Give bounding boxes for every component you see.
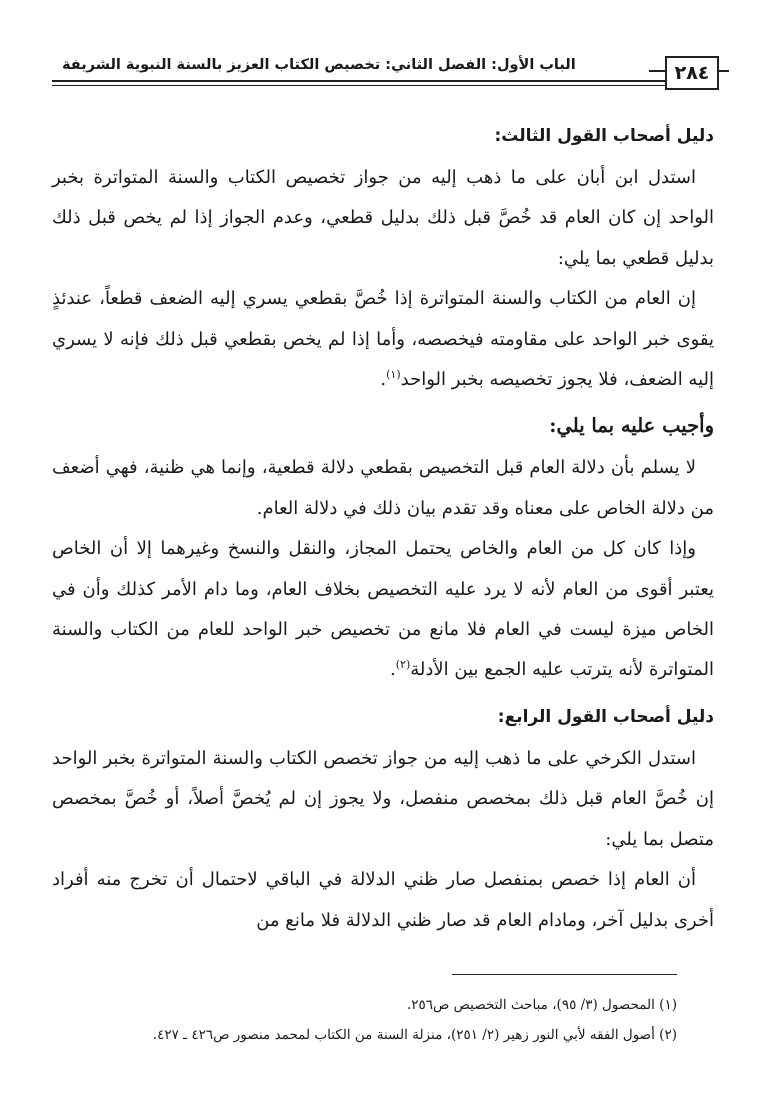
- page-body: [52, 120, 714, 941]
- section4-paragraph-1: استدل الكرخي على ما ذهب إليه من جواز تخصص الكتاب والسنة المتواترة بخبر الواحد إن خُصَّ العام قبل ذلك بمخصص منفصل، ولا يجوز إن لم يُخصَّ أصلاً، أو خُصَّ بمخصص متصل بما يلي:: [52, 747, 714, 850]
- section3-paragraph-2: إن العام من الكتاب والسنة المتواترة إذا خُصَّ بقطعي يسري إليه الضعف قطعاً، عندئذٍ يقوى خبر الواحد على مقاومته فيخصصه، وأما إذا لم يخص بقطعي قبل ذلك فإنه لا يسري إليه الضعف، فلا يجوز تخصيصه بخبر الواحد$^{(١)}$.: [52, 288, 715, 391]
- answer-paragraph-1: لا يسلم بأن دلالة العام قبل التخصيص بقطعي دلالة قطعية، وإنما هي ظنية، فهي أضعف من دلالة الخاص على معناه وقد تقدم بيان ذلك في دلالة العام.: [52, 457, 714, 519]
- section3-title: دليل أصحاب القول الثالث:: [494, 126, 714, 146]
- header-rule-thin: [52, 85, 719, 86]
- running-head: الباب الأول: الفصل الثاني: تخصيص الكتاب العزيز بالسنة النبوية الشريفة: [52, 57, 639, 73]
- page-number: ٢٨٤: [665, 56, 719, 90]
- answer-title: وأجيب عليه بما يلي:: [549, 414, 714, 438]
- footnote-ref-2[interactable]: (٢): [395, 658, 411, 672]
- page-header: [52, 56, 719, 92]
- section4-paragraph-2: أن العام إذا خصص بمنفصل صار ظني الدلالة في الباقي لاحتمال أن تخرج منه أفراد أخرى بدليل آخر، ومادام العام قد صار ظني الدلالة فلا مانع من: [52, 869, 714, 931]
- footnote-1: (١) المحصول (٣/ ٩٥)، مباحث التخصيص ص٢٥٦.: [406, 997, 677, 1013]
- section3-paragraph-1: استدل ابن أبان على ما ذهب إليه من جواز تخصيص الكتاب والسنة المتواترة بخبر الواحد إن كان العام قد خُصَّ قبل ذلك بدليل قطعي، وعدم الجواز إذا لم يخص قبل ذلك بدليل قطعي بما يلي:: [52, 167, 715, 269]
- footnote-ref-1[interactable]: (١): [386, 368, 401, 382]
- footnote-separator: [452, 974, 677, 975]
- footnote-2: (٢) أصول الفقه لأبي النور زهير (٢/ ٢٥١)، منزلة السنة من الكتاب لمحمد منصور ص٤٢٦ ـ ٤٢٧.: [152, 1027, 677, 1043]
- header-rule: [52, 80, 719, 82]
- footnotes: [77, 990, 677, 1050]
- answer-paragraph-2: وإذا كان كل من العام والخاص يحتمل المجاز، والنقل والنسخ وغيرهما إلا أن الخاص يعتبر أقوى من العام لأنه لا يرد عليه التخصيص بخلاف العام، وما دام الأمر كذلك وأن في الخاص ميزة ليست في العام فلا مانع من تخصيص خبر الواحد للعام من الكتاب والسنة المتواترة لأنه يترتب عليه الجمع بين الأدلة$^{(٢)}$.: [52, 538, 715, 681]
- section4-title: دليل أصحاب القول الرابع:: [497, 706, 714, 727]
